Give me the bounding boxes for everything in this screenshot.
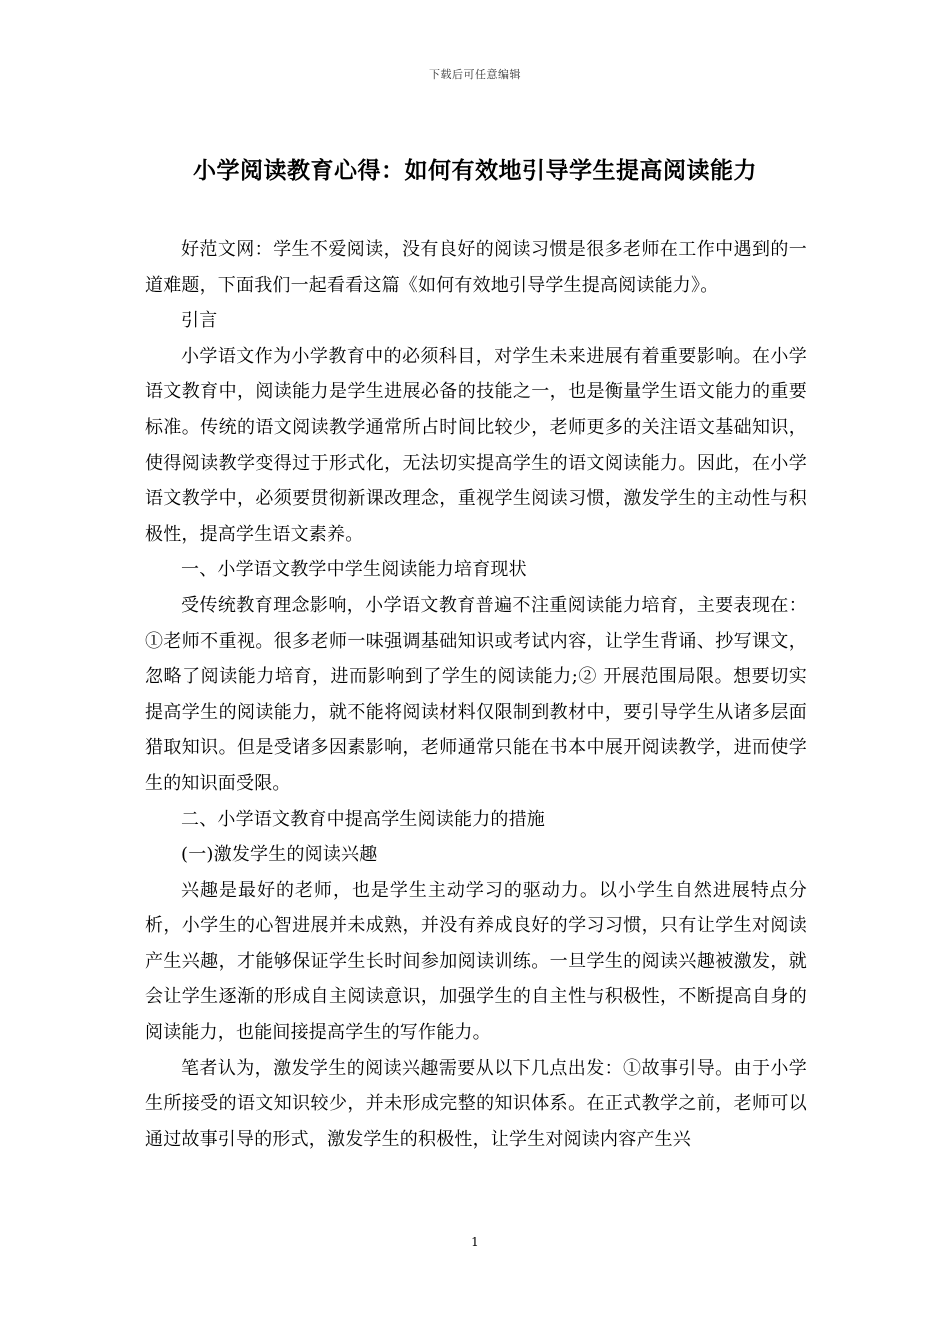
body-paragraph: 兴趣是最好的老师，也是学生主动学习的驱动力。以小学生自然进展特点分析，小学生的心智进展并未成熟，并没有养成良好的学习习惯，只有让学生对阅读产生兴趣，才能够保证学生长时间参加阅读训练。一旦学生的阅读兴趣被激发，就会让学生逐渐的形成自主阅读意识，加强学生的自主性与积极性，不断提高自身的阅读能力，也能间接提高学生的写作能力。 [145,879,807,1044]
document-title: 小学阅读教育心得：如何有效地引导学生提高阅读能力 [193,157,757,184]
subsection-heading-2-1: (一)激发学生的阅读兴趣 [181,844,378,866]
body-paragraph: 受传统教育理念影响，小学语文教育普遍不注重阅读能力培育，主要表现在：①老师不重视。很多老师一味强调基础知识或考试内容，让学生背诵、抄写课文，忽略了阅读能力培育，进而影响到了学生的阅读能力;② 开展范围局限。想要切实提高学生的阅读能力，就不能将阅读材料仅限制到教材中，要引导学生从诸多层面猎取知识。但是受诸多因素影响，老师通常只能在书本中展开阅读教学，进而使学生的知识面受限。 [145,594,807,794]
document-body [145,232,807,1157]
body-paragraph: 小学语文作为小学教育中的必须科目，对学生未来进展有着重要影响。在小学语文教育中，阅读能力是学生进展必备的技能之一，也是衡量学生语文能力的重要标准。传统的语文阅读教学通常所占时间比较少，老师更多的关注语文基础知识，使得阅读教学变得过于形式化，无法切实提高学生的语文阅读能力。因此，在小学语文教学中，必须要贯彻新课改理念，重视学生阅读习惯，激发学生的主动性与积极性，提高学生语文素养。 [145,345,807,545]
header-note: 下载后可任意编辑 [429,68,521,81]
section-heading-1: 一、小学语文教学中学生阅读能力培育现状 [181,559,527,581]
section-heading-2: 二、小学语文教育中提高学生阅读能力的措施 [181,808,545,830]
body-paragraph: 笔者认为，激发学生的阅读兴趣需要从以下几点出发：①故事引导。由于小学生所接受的语文知识较少，并未形成完整的知识体系。在正式教学之前，老师可以通过故事引导的形式，激发学生的积极性，让学生对阅读内容产生兴 [145,1057,807,1150]
page-number: 1 [471,1235,479,1249]
section-heading-introduction: 引言 [181,310,218,332]
intro-paragraph: 好范文网：学生不爱阅读，没有良好的阅读习惯是很多老师在工作中遇到的一道难题，下面我们一起看看这篇《如何有效地引导学生提高阅读能力》。 [145,239,807,296]
